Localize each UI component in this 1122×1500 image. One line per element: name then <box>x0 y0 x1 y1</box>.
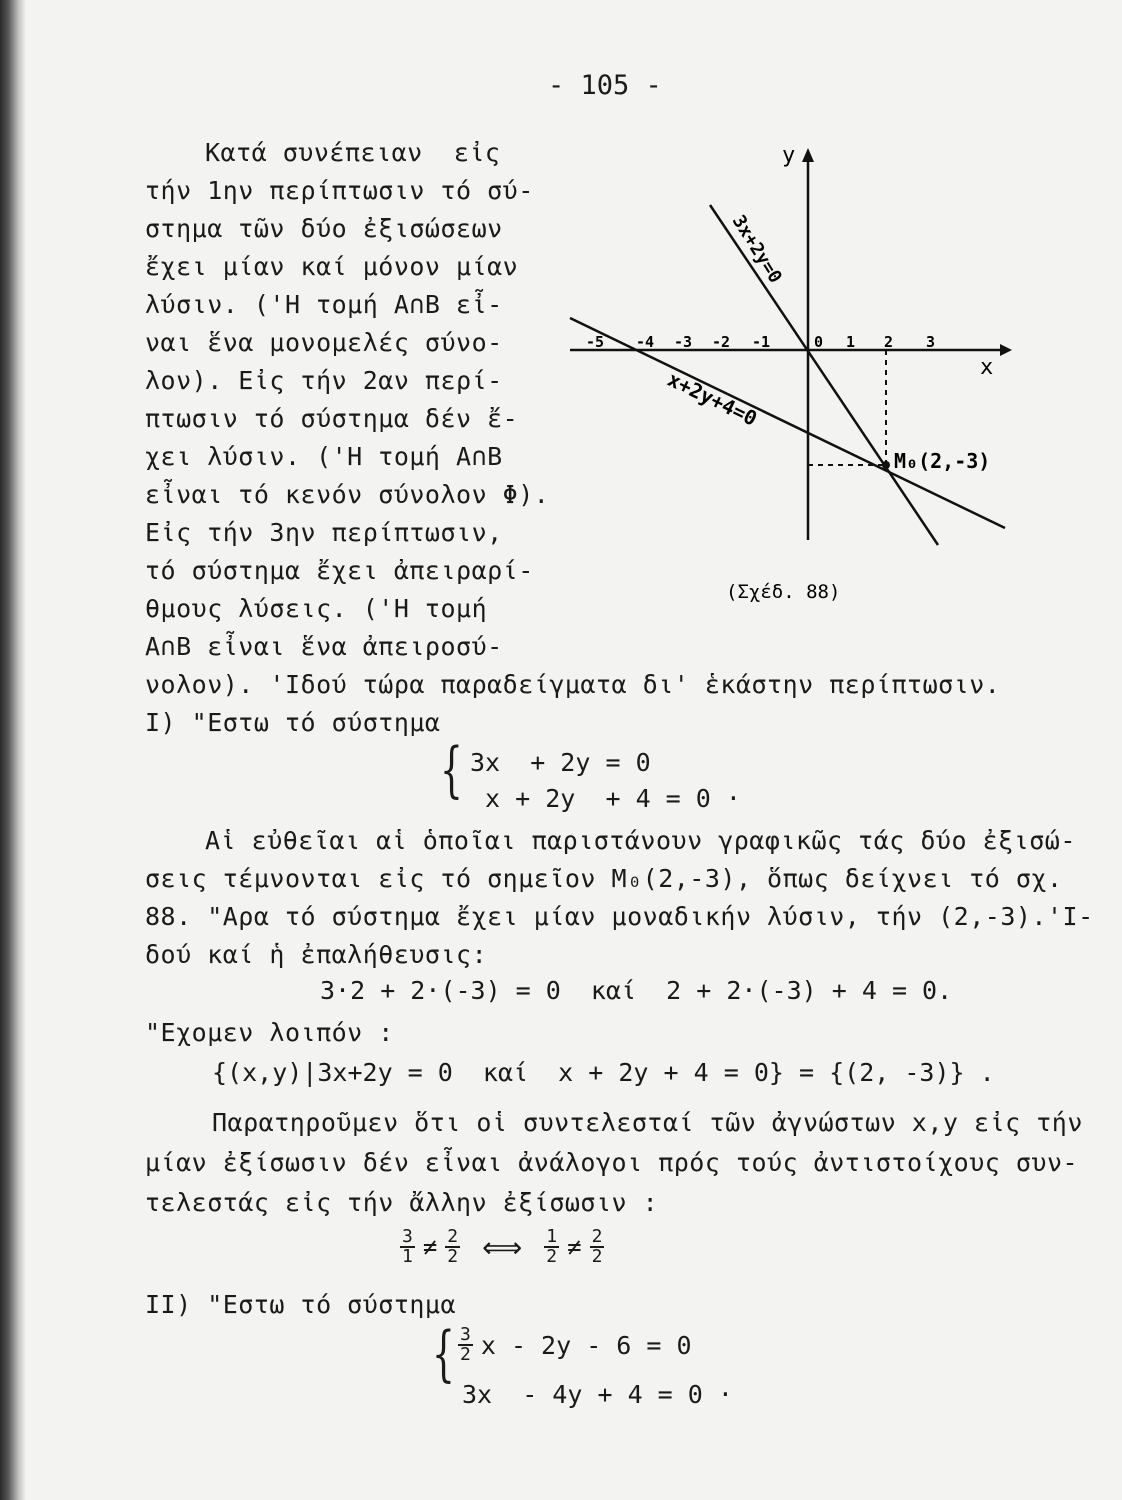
system2-eq1: $\frac{3}{2}$ x - 2y - 6 = 0 <box>460 1324 692 1365</box>
system1-eq1: 3x + 2y = 0 <box>470 748 651 777</box>
text-line: ναι ἕνα μονομελές σύνο- <box>145 328 503 357</box>
tick-label: 1 <box>846 333 856 351</box>
tick-label: 0 <box>814 333 824 351</box>
text-line: τελεστάς εἰς τήν ἄλλην ἐξίσωσιν : <box>145 1188 659 1217</box>
not-equal-sign: ≠ <box>567 1233 582 1261</box>
fraction: $\frac{1}{2}$ <box>546 1226 558 1267</box>
case-heading: II) "Εστω τό σύστημα <box>145 1290 457 1319</box>
tick-label: -5 <box>586 333 605 351</box>
y-axis-arrow <box>802 148 814 162</box>
text-line: τήν 1ην περίπτωσιν τό σύ- <box>145 176 534 205</box>
not-equal-sign: ≠ <box>422 1233 438 1261</box>
text-line: Κατά συνέπειαν εἰς <box>205 138 501 167</box>
line-3x-2y <box>710 205 938 545</box>
text-line: εἶναι τό κενόν σύνολον Φ). <box>145 480 550 509</box>
fraction: $\frac{3}{1}$ <box>402 1226 413 1267</box>
case-heading: I) "Εστω τό σύστημα <box>145 708 441 737</box>
x-axis-arrow <box>1000 344 1012 356</box>
solution-set-equation: {(x,y)|3x+2y = 0 καί x + 2y + 4 = 0} = {(2, -3)} . <box>212 1058 995 1087</box>
tick-label: -1 <box>752 333 771 351</box>
system-brace: { <box>432 1319 455 1389</box>
figure-88 <box>560 140 1020 610</box>
line1-label: 3x+2y=0 <box>727 211 786 287</box>
y-axis-label: y <box>782 143 796 168</box>
verification-equation: 3·2 + 2·(-3) = 0 καί 2 + 2·(-3) + 4 = 0. <box>320 976 953 1005</box>
text-line: τό σύστημα ἔχει ἀπειραρί- <box>145 556 534 585</box>
fraction: $\frac{2}{2}$ <box>447 1226 459 1267</box>
figure-caption: (Σχέδ. 88) <box>726 581 841 603</box>
text-line: Παρατηροῦμεν ὅτι οἱ συντελεσταί τῶν ἀγνώστων x,y εἰς τήν <box>212 1108 1083 1137</box>
book-binding-shadow <box>0 0 26 1500</box>
text-line: χει λύσιν. ('Η τομή Α∩Β <box>145 442 503 471</box>
tick-label: 2 <box>884 333 894 351</box>
system2-eq2: 3x - 4y + 4 = 0 · <box>462 1380 733 1409</box>
intersection-point <box>882 461 890 469</box>
iff-arrow: ⟺ <box>482 1230 523 1264</box>
text-line: στημα τῶν δύο ἐξισώσεων <box>145 214 503 243</box>
text-line: 88. "Αρα τό σύστημα ἔχει μίαν μοναδικήν λύσιν, τήν (2,-3).'Ι- <box>145 902 1094 931</box>
page-number: - 105 - <box>548 70 662 101</box>
tick-label: -4 <box>636 333 655 351</box>
system-brace: { <box>440 735 463 805</box>
text-line: πτωσιν τό σύστημα δέν ἔ- <box>145 404 519 433</box>
text-line: Α∩Β εἶναι ἕνα ἀπειροσύ- <box>145 632 503 661</box>
point-label: M₀(2,-3) <box>894 449 991 473</box>
text-line: μίαν ἐξίσωσιν δέν εἶναι ἀνάλογοι πρός τούς ἀντιστοίχους συν- <box>145 1148 1079 1177</box>
text-line: δού καί ἡ ἐπαλήθευσις: <box>145 940 488 969</box>
text-line: λον). Εἰς τήν 2αν περί- <box>145 366 503 395</box>
line2-label: x+2y+4=0 <box>663 366 761 431</box>
text-line: νολον). 'Ιδού τώρα παραδείγματα δι' ἑκάστην περίπτωσιν. <box>145 670 1001 699</box>
fraction: $\frac{2}{2}$ <box>591 1226 603 1267</box>
text-line: Αἱ εὐθεῖαι αἱ ὁποῖαι παριστάνουν γραφικῶς τάς δύο ἐξισώ- <box>205 826 1076 855</box>
fraction: $\frac{3}{2}$ <box>460 1324 471 1365</box>
text-line: λύσιν. ('Η τομή Α∩Β εἶ- <box>145 290 503 319</box>
text-line: ἔχει μίαν καί μόνον μίαν <box>145 252 519 281</box>
tick-label: -3 <box>674 333 693 351</box>
x-axis-label: x <box>980 355 994 380</box>
ratio-expression <box>400 1228 604 1266</box>
tick-label: 3 <box>926 333 936 351</box>
text-line: Εἰς τήν 3ην περίπτωσιν, <box>145 518 503 547</box>
text-line: "Εχομεν λοιπόν : <box>145 1018 394 1047</box>
system1-eq2: x + 2y + 4 = 0 · <box>470 784 741 813</box>
text-line: σεις τέμνονται εἰς τό σημεῖον Μ₀(2,-3), ὅπως δείχνει τό σχ. <box>145 864 1063 893</box>
text-line: θμους λύσεις. ('Η τομή <box>145 594 488 623</box>
tick-label: -2 <box>712 333 731 351</box>
